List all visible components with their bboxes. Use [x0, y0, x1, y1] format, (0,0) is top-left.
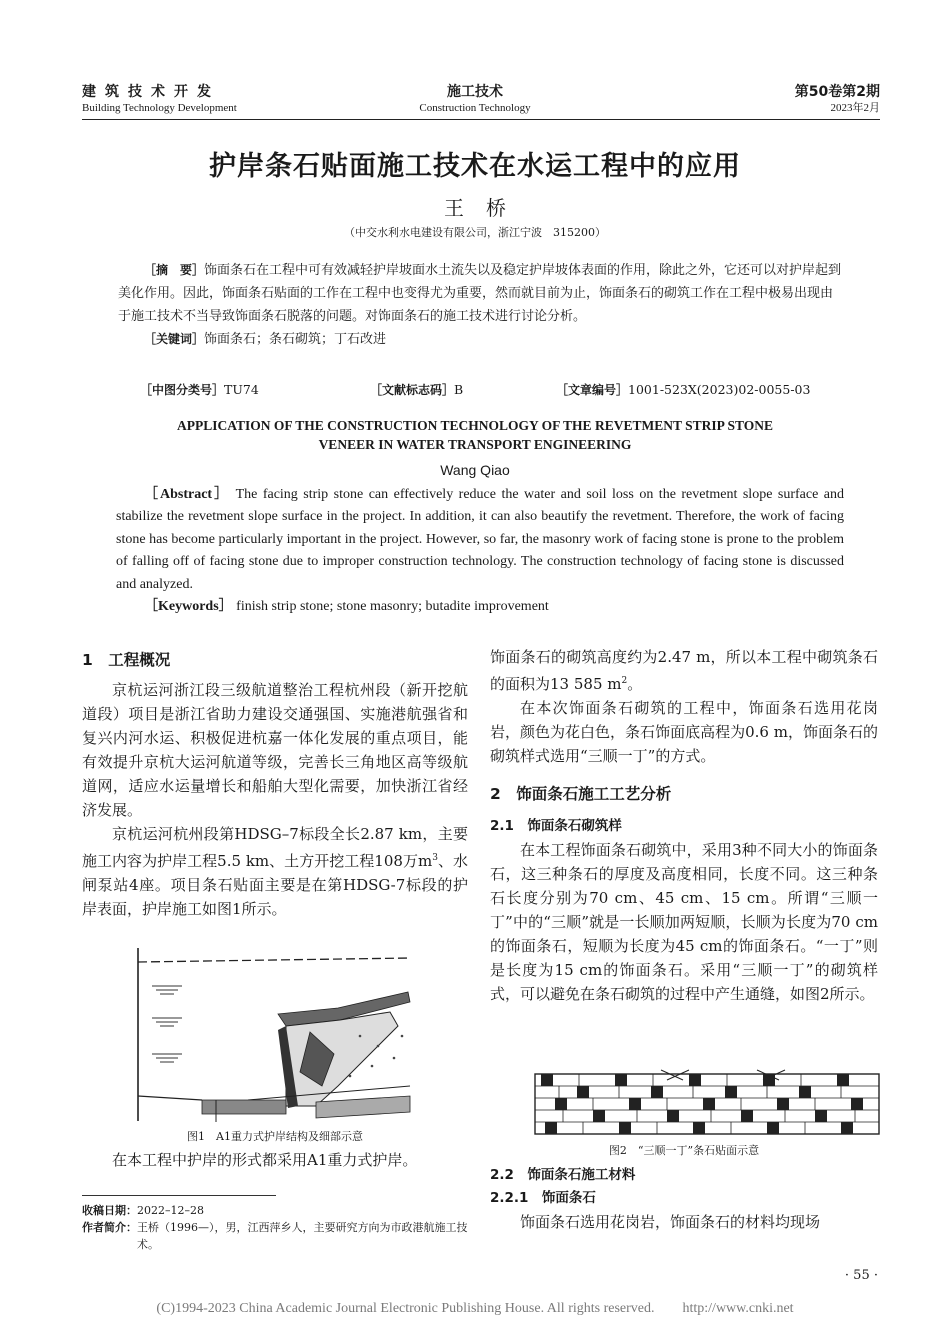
volume-issue: 第50卷第2期 — [794, 84, 880, 100]
right-column-continued — [490, 1164, 878, 1234]
bio-text: 王桥（1996—），男，江西萍乡人，主要研究方向为市政港航施工技术。 — [137, 1221, 468, 1251]
issue-date: 2023年2月 — [830, 102, 880, 114]
abstract-cn-text: 饰面条石在工程中可有效减轻护岸坡面水土流失以及稳定护岸坡体表面的作用，除此之外，它还可以对护岸起到美化作用。因此，饰面条石贴面的工作在工程中也变得尤为重要，然而就目前为止，饰面条石的砌筑工作在工程中极易出现由于施工技术不当导致饰面条石脱落的问题。对饰面条石的施工技术进行讨论分析。 — [118, 263, 842, 324]
body-paragraph: 在本工程饰面条石砌筑中，采用3种不同大小的饰面条石，这三种条石的厚度及高度相同，长度不同。这三种条石长度分别为70 cm、45 cm、15 cm。所谓“三顺一丁”中的“三顺”就是一长顺加两短顺，长顺为长度为70 cm的饰面条石，短顺为长度为45 cm的饰面条石。“一丁”则是长度为15 cm的饰面条石。采用“三顺一丁”的砌筑样式，可以避免在条石砌筑的过程中产生通缝，如图2所示。 — [490, 841, 878, 1003]
body-paragraph: 京杭运河浙江段三级航道整治工程杭州段（新开挖航道段）项目是浙江省助力建设交通强国、实施港航强省和复兴内河水运、积极促进杭嘉一体化发展的重点项目，能有效提升京杭大运河航道等级，完善长三角地区高等级航道网，适应水运量增长和船舶大型化需要，加快浙江省经济发展。 — [82, 681, 468, 819]
bio-label: 作者简介： — [82, 1221, 137, 1234]
body-paragraph: 饰面条石选用花岗岩，饰面条石的材料均现场 — [520, 1213, 821, 1231]
body-paragraph-continued — [490, 645, 878, 696]
abstract-cn-paragraph — [118, 259, 843, 328]
keywords-en-text: finish strip stone; stone masonry; butadite improvement — [236, 599, 549, 615]
r-p1-text-a: 饰面条石的砌筑高度约为2.47 m，所以本工程中砌筑条石的面积为13 585 m — [490, 648, 878, 693]
keywords-cn — [118, 328, 843, 351]
doccode-label: ［文献标志码］ — [370, 383, 455, 397]
figure-2-stone-bond-diagram — [533, 1068, 881, 1140]
journal-name-cn: 建筑技术开发 — [82, 84, 220, 100]
doccode-value: B — [454, 382, 464, 397]
keywords-en-label: ［Keywords］ — [144, 599, 233, 615]
article-title: 护岸条石贴面施工技术在水运工程中的应用 — [209, 151, 741, 182]
articleno-label: ［文章编号］ — [556, 383, 629, 397]
fig1-water-level-marks — [152, 986, 182, 1062]
abstract-en-text: The facing strip stone can effectively reduce the water and soil loss on the revetment slope surface and stabilize the revetment slope surface in the project. In addition, it can also beautify the revetment. Therefore, the work of facing stone has become particularly important in the project. However, so far, the masonry work of facing stone is prone to the problem of falling off of facing stone due to improper construction technology. The construction technology of facing stone is discussed and analyzed. — [116, 487, 844, 592]
section-2-heading: 2 饰面条石施工工艺分析 — [490, 785, 672, 803]
figure-1-caption: 图1 A1重力式护岸结构及细部示意 — [187, 1130, 363, 1143]
author-affiliation: （中交水利水电建设有限公司，浙江宁波 315200） — [344, 226, 606, 239]
document-code — [370, 381, 463, 398]
right-column — [490, 645, 878, 1006]
subsection-2-2-1-heading: 2.2.1 饰面条石 — [490, 1190, 596, 1206]
clc-value: TU74 — [224, 382, 259, 397]
abstract-en-paragraph — [116, 484, 844, 596]
keywords-cn-text: 饰面条石；条石砌筑；丁石改进 — [204, 332, 387, 347]
superscript-3: 3 — [432, 853, 438, 863]
abstract-cn — [118, 259, 843, 351]
fig1-top-dashed-line — [138, 958, 410, 962]
section-1-heading: 1 工程概况 — [82, 651, 171, 669]
english-title — [0, 416, 950, 454]
keywords-en — [116, 596, 844, 618]
body-paragraph: 在本工程中护岸的形式都采用A1重力式护岸。 — [112, 1151, 418, 1169]
english-title-line1: APPLICATION OF THE CONSTRUCTION TECHNOLOGY OF THE REVETMENT STRIP STONE — [177, 418, 773, 433]
clc-label: ［中图分类号］ — [140, 383, 225, 397]
left-column — [82, 648, 468, 921]
english-author: Wang Qiao — [440, 462, 510, 478]
section-name-en: Construction Technology — [419, 102, 531, 114]
fig1-base-slab — [316, 1096, 410, 1118]
subsection-2-2-heading: 2.2 饰面条石施工材料 — [490, 1167, 636, 1183]
fig1-bed-line — [138, 1096, 202, 1100]
footnote-rule — [82, 1195, 276, 1196]
copyright-footer: (C)1994-2023 China Academic Journal Electronic Publishing House. All rights reserved. http://www.cnki.net — [156, 1301, 794, 1316]
fig1-foundation — [202, 1100, 286, 1114]
left-column-continued — [82, 1148, 468, 1172]
received-label: 收稿日期： — [82, 1204, 137, 1217]
article-number — [556, 381, 810, 398]
footnote — [82, 1202, 470, 1253]
body-paragraph: 在本次饰面条石砌筑的工程中，饰面条石选用花岗岩，颜色为花白色，条石饰面底高程为0.6 m，饰面条石的砌筑样式选用“三顺一丁”的方式。 — [490, 699, 878, 765]
superscript-2: 2 — [621, 676, 628, 686]
subsection-2-1-heading: 2.1 饰面条石砌筑样 — [490, 818, 622, 834]
page-number: · 55 · — [844, 1268, 878, 1283]
clc-number — [140, 381, 259, 398]
journal-name-en: Building Technology Development — [82, 102, 237, 114]
received-value: 2022–12–28 — [137, 1204, 204, 1217]
figure-2-caption: 图2 “三顺一丁”条石贴面示意 — [608, 1144, 760, 1157]
r-p1-text-b: 。 — [627, 675, 643, 693]
header-rule — [82, 119, 880, 120]
figure-1-revetment-diagram — [128, 936, 424, 1128]
abstract-cn-label: ［摘 要］ — [144, 263, 205, 277]
abstract-en-label: ［Abstract］ — [144, 487, 231, 502]
article-author: 王桥 — [444, 196, 528, 220]
p2-text-a: 京杭运河杭州段第HDSG–7标段全长2.87 km，主要施工内容为护岸工程5.5 km、土方开挖工程108万m — [82, 825, 468, 870]
keywords-cn-label: ［关键词］ — [144, 332, 205, 346]
author-bio — [82, 1219, 470, 1253]
abstract-en — [116, 484, 844, 618]
p2-text-b: 、水闸泵站4座。项目条石贴面主要是在第HDSG-7标段的护岸表面，护岸施工如图1所示。 — [82, 852, 468, 918]
received-date — [82, 1202, 470, 1219]
english-title-line2: VENEER IN WATER TRANSPORT ENGINEERING — [318, 437, 632, 452]
articleno-value: 1001-523X(2023)02-0055-03 — [628, 382, 811, 397]
section-name-cn: 施工技术 — [447, 84, 503, 100]
body-paragraph — [82, 822, 468, 921]
issue-header — [795, 83, 880, 115]
